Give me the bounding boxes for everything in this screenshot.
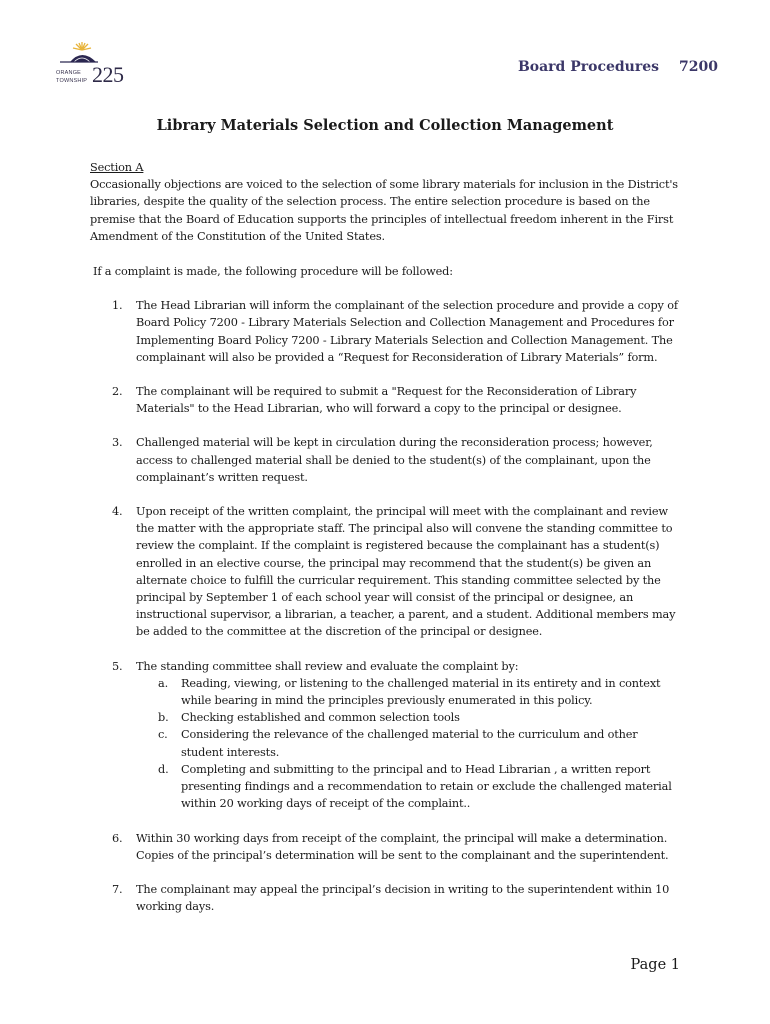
- sub-list-item: [136, 726, 678, 760]
- document-body: [90, 159, 678, 915]
- list-item-number: 1.: [112, 299, 123, 313]
- logo-text-line1: ORANGE: [56, 70, 82, 76]
- list-item-text: The Head Librarian will inform the complainant of the selection procedure and provide a copy of Board Policy 7200 - Library Materials Selection and Collection Management and Procedures for Implementing Board Policy 7200 - Library Materials Selection and Collection Management. The complainant will also be provided a “Request for Reconsideration of Library Materials” form.: [136, 299, 678, 364]
- sub-list-item: [136, 761, 678, 813]
- sub-list-text: Considering the relevance of the challenged material to the curriculum and other student interests.: [181, 728, 638, 759]
- section-label: Section A: [90, 161, 144, 174]
- list-item-number: 2.: [112, 385, 123, 399]
- document-header: [518, 59, 718, 75]
- document-title: Library Materials Selection and Collection Management: [156, 117, 614, 134]
- list-item-text: Within 30 working days from receipt of the complaint, the principal will make a determination. Copies of the principal’s determination will be sent to the complainant and the superintendent.: [136, 831, 669, 862]
- list-item-text: Upon receipt of the written complaint, the principal will meet with the complainant and review the matter with the appropriate staff. The principal also will convene the standing committee to review the complaint. If the complaint is registered because the complainant has a student(s) enrolled in an elective course, the principal may recommend that the student(s) be given an alternate choice to fulfill the curricular requirement. This standing committee selected by the principal by September 1 of each school year will consist of the principal or designee, an instructional supervisor, a librarian, a teacher, a parent, and a student. Additional members may be added to the committee at the discretion of the principal or designee.: [136, 505, 676, 639]
- logo-number: 225: [92, 62, 124, 87]
- list-item: [90, 503, 678, 641]
- list-item: [90, 658, 678, 813]
- sub-list-item: [136, 709, 678, 726]
- list-item-text: The complainant will be required to submit a "Request for the Reconsideration of Library Materials" to the Head Librarian, who will forward a copy to the principal or designee.: [136, 385, 637, 416]
- list-item: [90, 434, 678, 486]
- list-item: [90, 383, 678, 417]
- list-item-text: The complainant may appeal the principal’s decision in writing to the superintendent within 10 working days.: [136, 882, 670, 914]
- list-item-number: 3.: [112, 436, 123, 450]
- sub-list-letter: a.: [158, 676, 169, 690]
- list-item-number: 7.: [112, 882, 123, 896]
- list-item: [90, 830, 678, 864]
- list-item: [90, 881, 678, 915]
- sub-list-letter: b.: [158, 711, 169, 725]
- sub-list-letter: d.: [158, 762, 169, 776]
- list-item-text: Challenged material will be kept in circulation during the reconsideration process; however, access to challenged material shall be denied to the student(s) of the complainant, upon the complainant’s written request.: [136, 436, 653, 484]
- sub-list-text: Completing and submitting to the principal and to Head Librarian , a written report presenting findings and a recommendation to retain or exclude the challenged material within 20 working days of receipt of the complaint..: [181, 762, 672, 811]
- list-item-number: 4.: [112, 505, 123, 519]
- procedure-intro: If a complaint is made, the following procedure will be followed:: [93, 265, 453, 279]
- sub-list-text: Checking established and common selection tools: [181, 711, 460, 725]
- list-item-number: 6.: [112, 831, 123, 845]
- district-logo: [52, 40, 128, 92]
- sub-list-letter: c.: [158, 728, 168, 742]
- doc-type: Board Procedures: [517, 59, 660, 75]
- list-item: [90, 297, 678, 366]
- logo-text-line2: TOWNSHIP: [56, 78, 88, 84]
- doc-number: 7200: [679, 59, 718, 75]
- sub-list: [136, 675, 678, 813]
- sub-list-item: [136, 675, 678, 709]
- list-item-number: 5.: [112, 659, 123, 673]
- procedure-list: [90, 297, 678, 915]
- page-number: Page 1: [630, 957, 680, 973]
- intro-paragraph: Occasionally objections are voiced to the selection of some library materials for inclusion in the District's libraries, despite the quality of the selection process. The entire selection procedure is based on the premise that the Board of Education supports the principles of intellectual freedom inherent in the First Amendment of the Constitution of the United States.: [90, 178, 678, 243]
- sub-list-text: Reading, viewing, or listening to the challenged material in its entirety and in context while bearing in mind the principles previously enumerated in this policy.: [181, 676, 661, 708]
- list-item-text: The standing committee shall review and evaluate the complaint by:: [136, 659, 519, 673]
